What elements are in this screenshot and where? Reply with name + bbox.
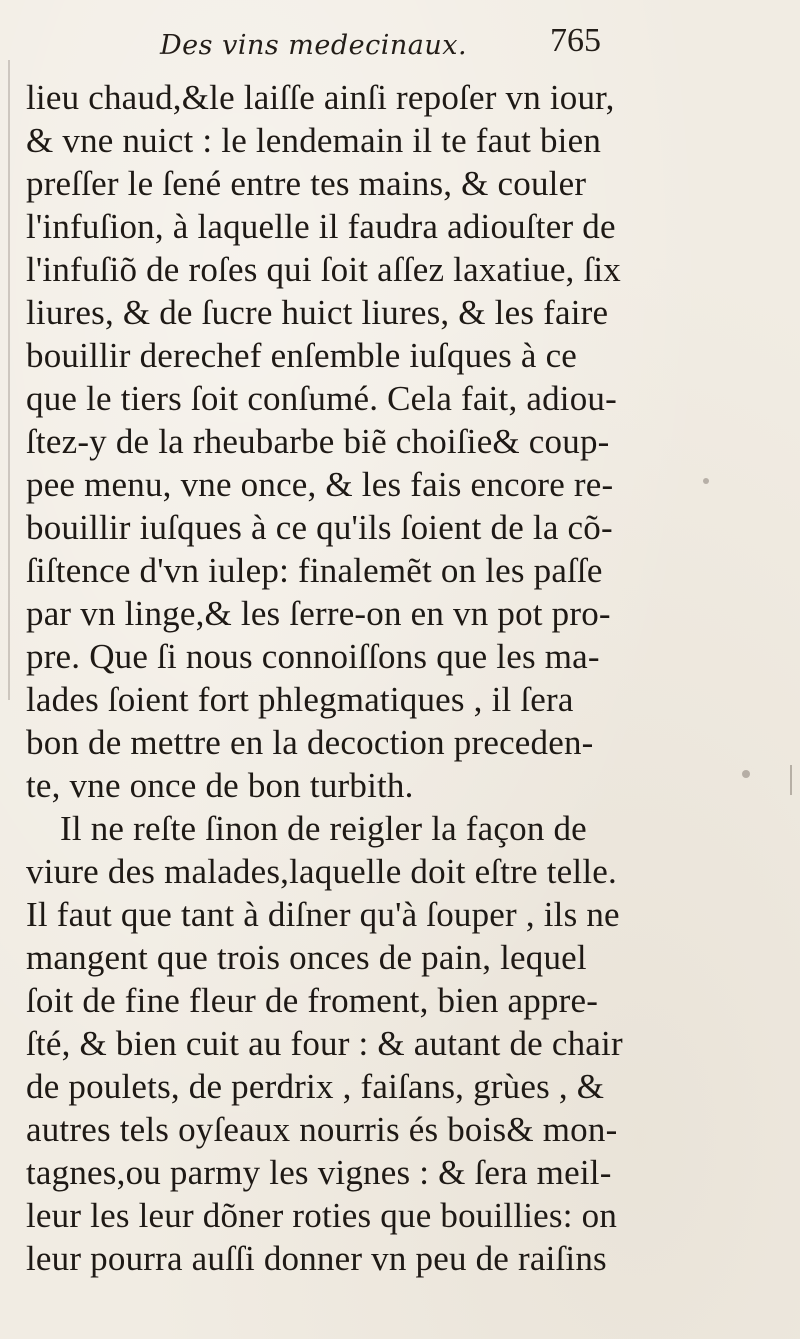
text-line: preſſer le ſené entre tes mains, & couler [26, 164, 587, 203]
text-line: leur pourra auſſi donner vn peu de raiſins [26, 1239, 607, 1278]
ink-speck [790, 765, 792, 795]
text-line: ſtez-y de la rheubarbe biẽ choiſie& coup- [26, 422, 610, 461]
text-line: bouillir iuſques à ce qu'ils ſoient de la cõ- [26, 508, 613, 547]
page-header [160, 22, 640, 72]
page-gutter-shadow [8, 60, 10, 700]
text-line: ſiſtence d'vn iulep: finalemẽt on les paſſe [26, 551, 603, 590]
text-line: par vn linge,& les ſerre-on en vn pot pro- [26, 594, 611, 633]
text-line: bouillir derechef enſemble iuſques à ce [26, 336, 578, 375]
running-title: Des vins medecinaux. [160, 30, 468, 61]
text-line: ſté, & bien cuit au four : & autant de chair [26, 1024, 623, 1063]
text-line: & vne nuict : le lendemain il te faut bien [26, 121, 602, 160]
ink-speck [742, 770, 750, 778]
text-line: leur les leur dõner roties que bouillies: on [26, 1196, 618, 1235]
text-line: Il faut que tant à diſner qu'à ſouper , ils ne [26, 895, 620, 934]
text-line: te, vne once de bon turbith. [26, 766, 414, 805]
text-line: de poulets, de perdrix , faiſans, grùes , & [26, 1067, 605, 1106]
ink-speck [703, 478, 709, 484]
text-line: lieu chaud,&le laiſſe ainſi repoſer vn iour, [26, 78, 615, 117]
text-line: tagnes,ou parmy les vignes : & ſera meil- [26, 1153, 612, 1192]
text-line: l'infuſion, à laquelle il faudra adiouſter de [26, 207, 616, 246]
text-line: bon de mettre en la decoction preceden- [26, 723, 594, 762]
text-line: ſoit de fine fleur de froment, bien appre- [26, 981, 599, 1020]
page-number: 765 [550, 22, 601, 59]
text-line: pee menu, vne once, & les fais encore re- [26, 465, 614, 504]
text-line: que le tiers ſoit conſumé. Cela fait, adiou- [26, 379, 617, 418]
text-line: pre. Que ſi nous connoiſſons que les ma- [26, 637, 600, 676]
text-line: mangent que trois onces de pain, lequel [26, 938, 587, 977]
text-line: liures, & de ſucre huict liures, & les faire [26, 293, 609, 332]
paragraph-first-line: Il ne reſte ſinon de reigler la façon de [60, 809, 587, 848]
text-line: l'infuſiõ de roſes qui ſoit aſſez laxatiue, ſix [26, 250, 622, 289]
text-line: viure des malades,laquelle doit eſtre telle. [26, 852, 617, 891]
body-text [26, 76, 796, 1296]
text-line: autres tels oyſeaux nourris és bois& mon- [26, 1110, 618, 1149]
text-line: lades ſoient fort phlegmatiques , il ſera [26, 680, 574, 719]
